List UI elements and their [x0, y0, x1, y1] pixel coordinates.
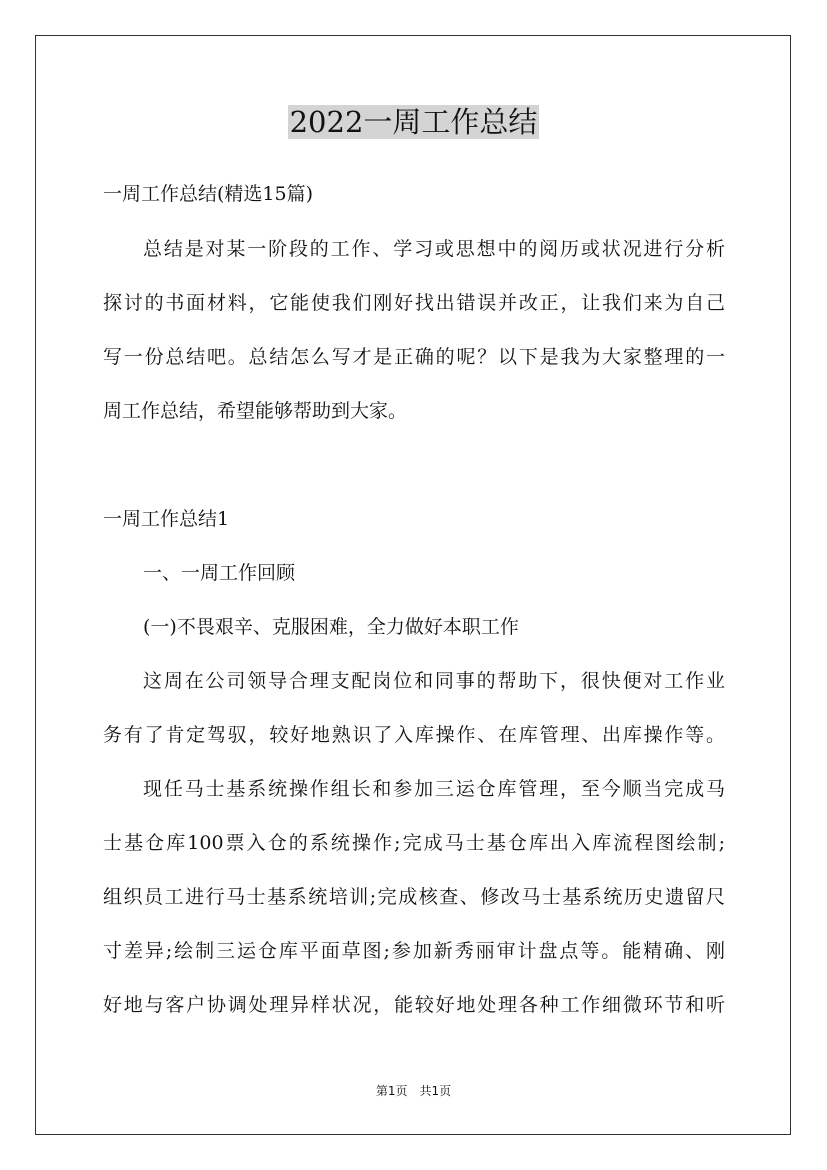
document-title: [0, 100, 827, 144]
intro-line-4: 周工作总结，希望能够帮助到大家。: [103, 400, 408, 422]
intro-line-1: 总结是对某一阶段的工作、学习或思想中的阅历或状况进行分析: [143, 238, 725, 260]
document-subtitle: 一周工作总结(精选15篇): [103, 183, 314, 205]
para1-line-2: 务有了肯定驾驭，较好地熟识了入库操作、在库管理、出库操作等。: [103, 724, 725, 746]
document-title-text: 2022一周工作总结: [289, 105, 538, 139]
para2-line-5: 好地与客户协调处理异样状况，能较好地处理各种工作细微环节和听: [103, 994, 725, 1016]
para2-line-4: 寸差异;绘制三运仓库平面草图;参加新秀丽审计盘点等。能精确、刚: [103, 940, 725, 962]
para1-line-1: 这周在公司领导合理支配岗位和同事的帮助下，很快便对工作业: [143, 670, 725, 692]
page-footer: 第1页 共1页: [375, 1084, 452, 1098]
section-heading: 一周工作总结1: [103, 508, 230, 530]
para2-line-3: 组织员工进行马士基系统培训;完成核查、修改马士基系统历史遗留尺: [103, 886, 725, 908]
part-heading: 一、一周工作回顾: [143, 562, 296, 584]
para2-line-2: 士基仓库100票入仓的系统操作;完成马士基仓库出入库流程图绘制;: [103, 832, 725, 854]
intro-line-3: 写一份总结吧。总结怎么写才是正确的呢？以下是我为大家整理的一: [103, 346, 725, 368]
sub-heading: (一)不畏艰辛、克服困难，全力做好本职工作: [143, 616, 519, 638]
intro-line-2: 探讨的书面材料，它能使我们刚好找出错误并改正，让我们来为自己: [103, 292, 725, 314]
para2-line-1: 现任马士基系统操作组长和参加三运仓库管理，至今顺当完成马: [143, 778, 725, 800]
